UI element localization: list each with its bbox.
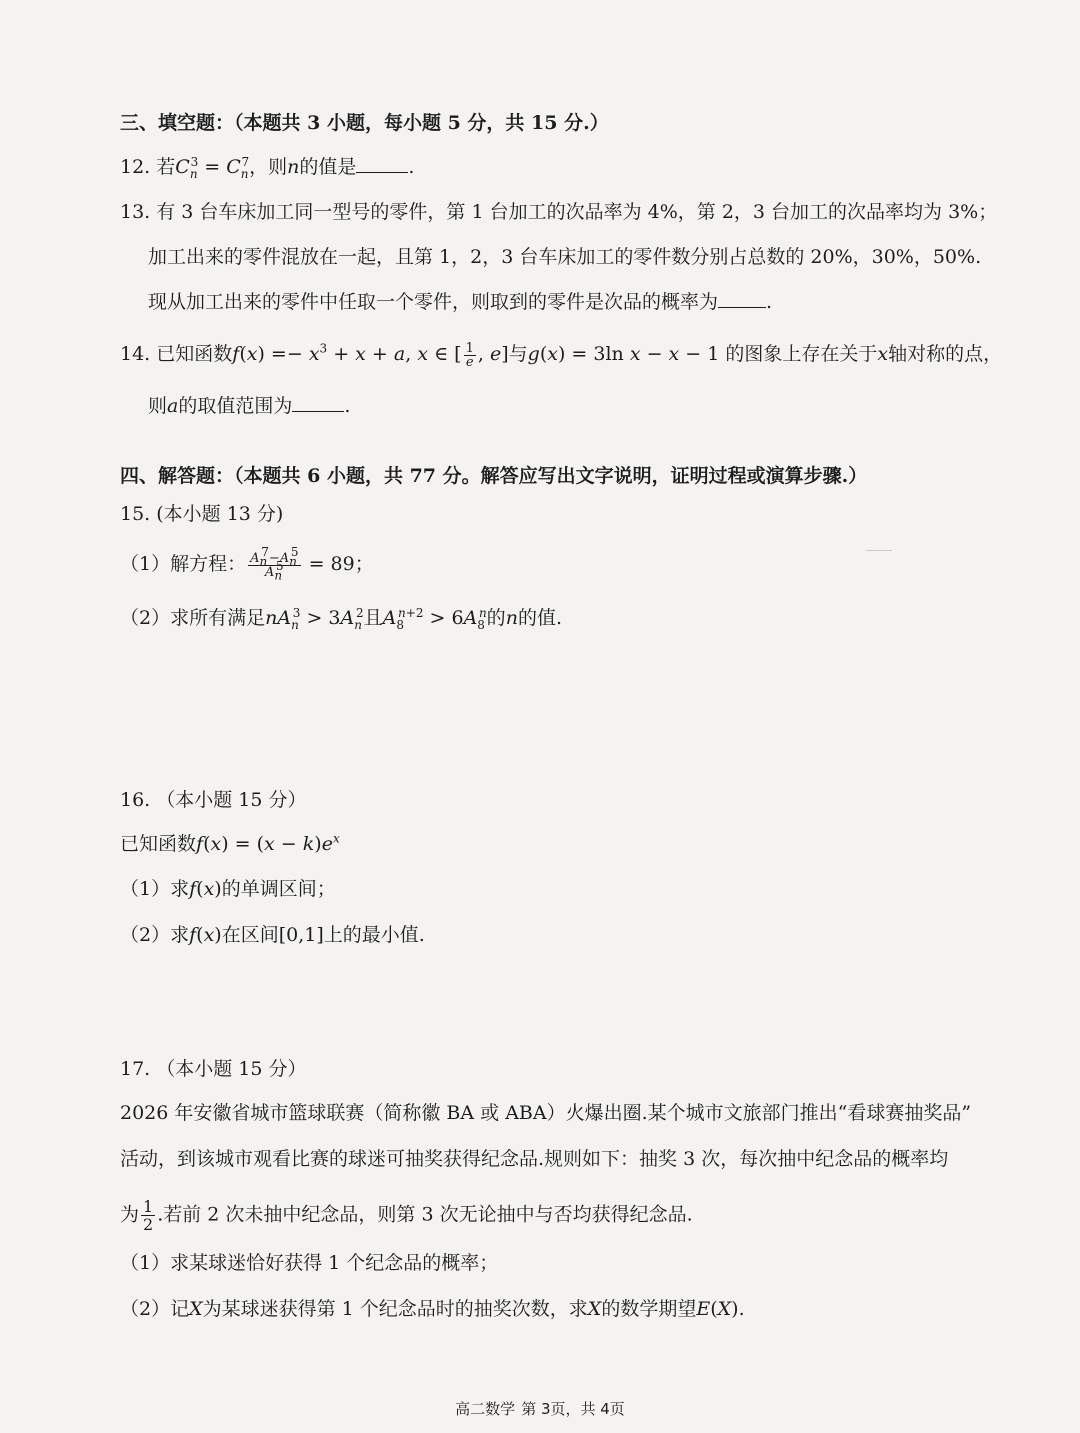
question-12: 12. 若$C_n^3 = C_n^7$，则n的值是 . bbox=[120, 154, 415, 181]
question-16-part-2: （2）求f(x)在区间[0,1]上的最小值. bbox=[120, 924, 425, 946]
question-17-part-2: （2）记X为某球迷获得第 1 个纪念品时的抽奖次数，求X的数学期望E(X). bbox=[120, 1298, 745, 1320]
question-17-line-3: 为 $\frac{1}{2}$ .若前 2 次未抽中纪念品，则第 3 次无论抽中与否均获得纪念品. bbox=[120, 1197, 693, 1234]
question-17-line-1: 2026 年安徽省城市篮球联赛（简称徽 BA 或 ABA）火爆出圈.某个城市文旅部门推出“看球赛抽奖品” bbox=[120, 1102, 972, 1124]
question-13-line-3: 现从加工出来的零件中任取一个零件，则取到的零件是次品的概率为 . bbox=[148, 291, 773, 313]
page-footer: 高二数学 第 3页，共 4页 bbox=[455, 1400, 625, 1418]
question-15-title: 15. (本小题 13 分) bbox=[120, 503, 284, 525]
answer-blank-12[interactable] bbox=[356, 154, 408, 173]
question-14-line-1: 14. 已知函数$f(x) =- x^3 + x + a$, x ∈ [ $\frac{1}{e}$ , e]与g(x) = 3ln x − x − 1 的图象上存在关于x轴对称的点， bbox=[120, 340, 1003, 370]
question-16-part-1: （1）求f(x)的单调区间； bbox=[120, 878, 336, 900]
answer-blank-14[interactable] bbox=[292, 393, 344, 412]
question-15-part-2: （2）求所有满足$nA_n^3 > 3A_n^2$且$A_8^{n+2} > 6A_8^n$的n的值. bbox=[120, 605, 562, 632]
question-17-title: 17. （本小题 15 分） bbox=[120, 1058, 307, 1080]
question-17-line-2: 活动，到该城市观看比赛的球迷可抽奖获得纪念品.规则如下：抽奖 3 次，每次抽中纪念品的概率均 bbox=[120, 1148, 949, 1170]
scan-mark bbox=[866, 550, 892, 551]
question-13-line-2: 加工出来的零件混放在一起，且第 1，2，3 台车床加工的零件数分别占总数的 20%，30%，50%. bbox=[148, 246, 982, 268]
question-13-line-1: 13. 有 3 台车床加工同一型号的零件，第 1 台加工的次品率为 4%，第 2，3 台加工的次品率均为 3%； bbox=[120, 201, 998, 223]
question-17-part-1: （1）求某球迷恰好获得 1 个纪念品的概率； bbox=[120, 1252, 499, 1274]
section-4-heading: 四、解答题：（本题共 6 小题，共 77 分。解答应写出文字说明，证明过程或演算步骤.） bbox=[120, 465, 868, 487]
section-3-heading: 三、填空题：（本题共 3 小题，每小题 5 分，共 15 分.） bbox=[120, 112, 609, 134]
question-15-part-1: （1）解方程： $\frac{A_n^7-A_n^5}{A_n^5}$ = 89； bbox=[120, 545, 374, 583]
answer-blank-13[interactable] bbox=[718, 289, 766, 308]
question-14-line-2: 则a的取值范围为 . bbox=[148, 395, 351, 417]
question-16-title: 16. （本小题 15 分） bbox=[120, 789, 307, 811]
question-16-stem: 已知函数$f(x) = (x - k)e^x$ bbox=[120, 831, 340, 855]
